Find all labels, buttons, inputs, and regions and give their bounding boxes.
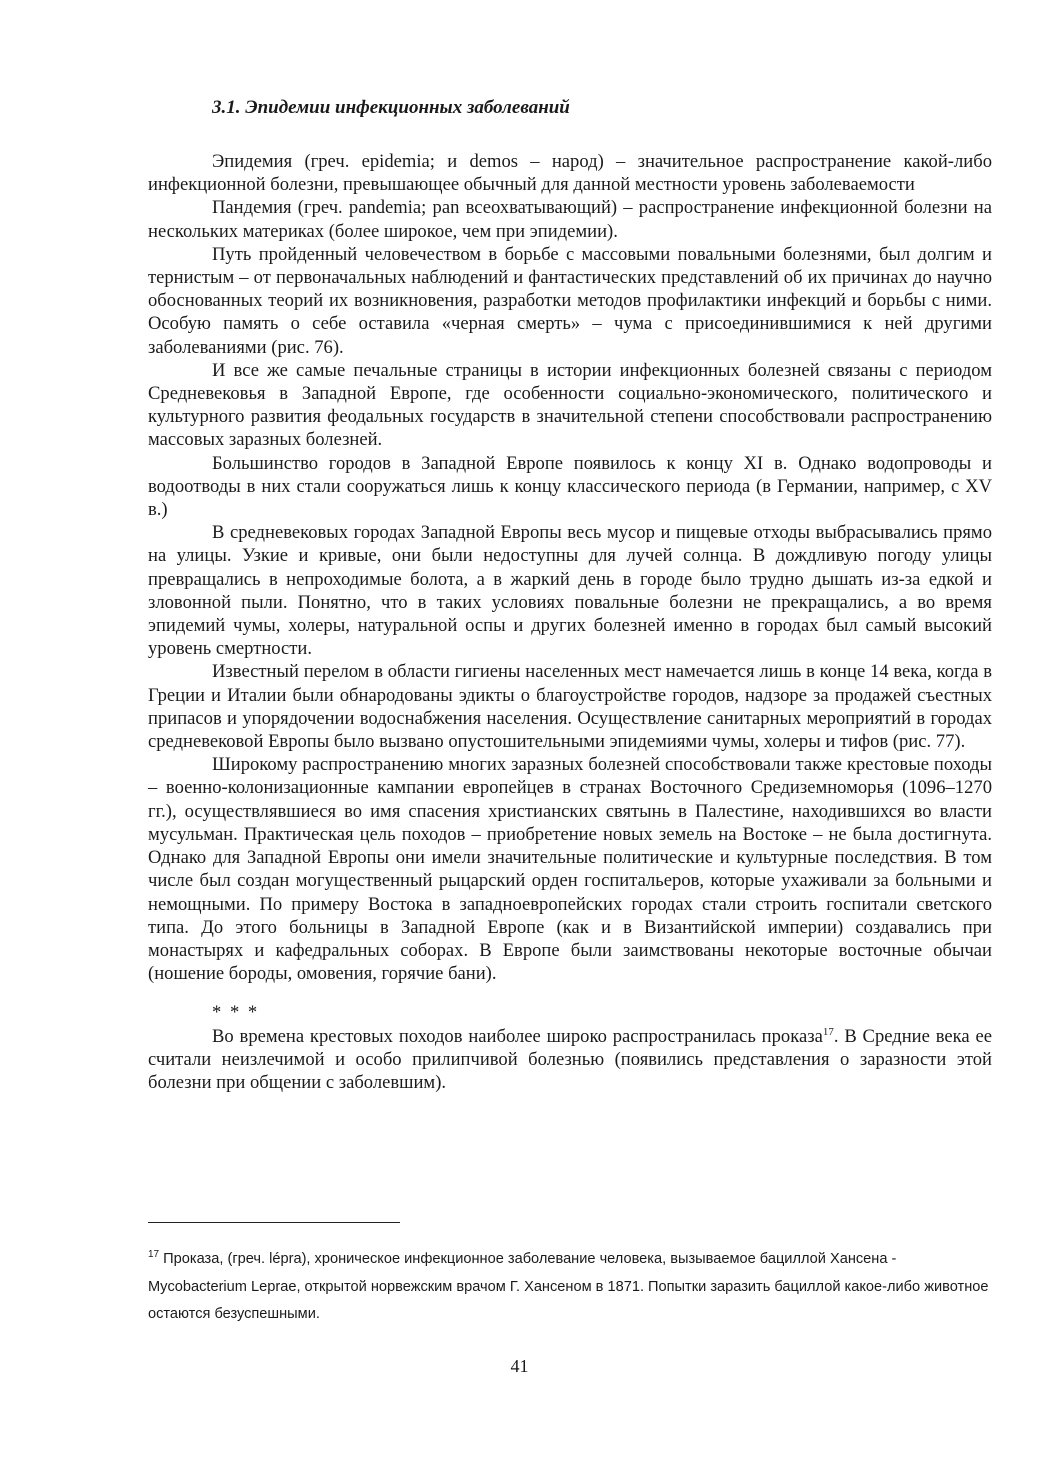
footnote xyxy=(148,1246,998,1329)
paragraph-crusades: Широкому распространению многих заразных болезней способствовали также крестовые походы – военно-колонизационные кампании европейцев в странах Восточного Средиземноморья (1096–1270 гг.), осуществлявшиеся во имя спасения христианских святынь в Палестине, находившихся во власти мусульман. Практическая цель походов – приобретение новых земель на Востоке – не была достигнута. Однако для Западной Европы они имели значительные политические и культурные последствия. В том числе был создан могущественный рыцарский орден госпитальеров, которые ухаживали за больными и немощными. По примеру Востока в западноевропейских городах стали строить госпитали светского типа. До этого больницы в Западной Европе (как и в Византийской империи) создавались при монастырях и кафедральных соборах. В Европе были заимствованы некоторые восточные обычаи (ношение бороды, омовения, горячие бани). xyxy=(148,754,992,985)
footnote-ref[interactable]: 17 xyxy=(822,1025,834,1038)
paragraph-hygiene: Известный перелом в области гигиены населенных мест намечается лишь в конце 14 века, когда в Греции и Италии были обнародованы эдикты о благоустройстве городов, надзоре за продажей съестных припасов и упорядочении водоснабжения населения. Осуществление санитарных мероприятий в городах средневековой Европы было вызвано опустошительными эпидемиями чумы, холеры и тифов (рис. 77). xyxy=(148,661,992,753)
page-number: 41 xyxy=(510,1356,529,1376)
paragraph-leprosy-start: Во времена крестовых походов наиболее широко распространилась проказа xyxy=(212,1025,823,1047)
paragraph-cities: Большинство городов в Западной Европе появилось к концу XI в. Однако водопроводы и водоотводы в них стали сооружаться лишь к концу классического периода (в Германии, например, с XV в.) xyxy=(148,452,992,521)
paragraph-middle-ages: И все же самые печальные страницы в истории инфекционных болезней связаны с периодом Средневековья в Западной Европе, где особенности социально-экономического, политического и культурного развития феодальных государств в значительной степени способствовали распространению массовых заразных болезней. xyxy=(148,359,992,451)
section-separator: * * * xyxy=(212,1002,260,1024)
page-body xyxy=(148,96,992,1094)
paragraph-path: Путь пройденный человечеством в борьбе с массовыми повальными болезнями, был долгим и тернистым – от первоначальных наблюдений и фантастических представлений об их причинах до научно обоснованных теорий их возникновения, разработки методов профилактики инфекций и борьбы с ними. Особую память о себе оставила «черная смерть» – чума с присоединившимися к ней другими заболеваниями (рис. 76). xyxy=(148,243,992,358)
paragraph-streets: В средневековых городах Западной Европы весь мусор и пищевые отходы выбрасывались прямо на улицы. Узкие и кривые, они были недоступны для лучей солнца. В дождливую погоду улицы превращались в непроходимые болота, а в жаркий день в городе было трудно дышать из-за едкой и зловонной пыли. Понятно, что в таких условиях повальные болезни не прекращались, а во время эпидемий чумы, холеры, натуральной оспы и других болезней именно в городах был самый высокий уровень смертности. xyxy=(148,522,992,660)
paragraph-pandemic: Пандемия (греч. pandemia; pan всеохватывающий) – распространение инфекционной болезни на нескольких материках (более широкое, чем при эпидемии). xyxy=(148,197,992,242)
paragraph-epidemic: Эпидемия (греч. epidemia; и demos – народ) – значительное распространение какой-либо инфекционной болезни, превышающее обычный для данной местности уровень заболеваемости xyxy=(148,151,992,196)
paragraph-leprosy-end: . В Средние века ее считали неизлечимой и особо прилипчивой болезнью (появились представления о заразности этой болезни при общении с заболевшим). xyxy=(148,1025,992,1093)
section-heading: 3.1. Эпидемии инфекционных заболеваний xyxy=(212,97,570,118)
paragraph-leprosy xyxy=(148,1025,992,1095)
footnote-number: 17 xyxy=(148,1249,160,1261)
footnote-text: Проказа, (греч. lépra), хроническое инфекционное заболевание человека, вызываемое бациллой Хансена - Mycobacterium Leprae, открытой норвежским врачом Г. Хансеном в 1871. Попытки заразить бациллой какое-либо животное остаются безуспешными. xyxy=(148,1251,989,1322)
footnote-divider xyxy=(148,1222,400,1223)
